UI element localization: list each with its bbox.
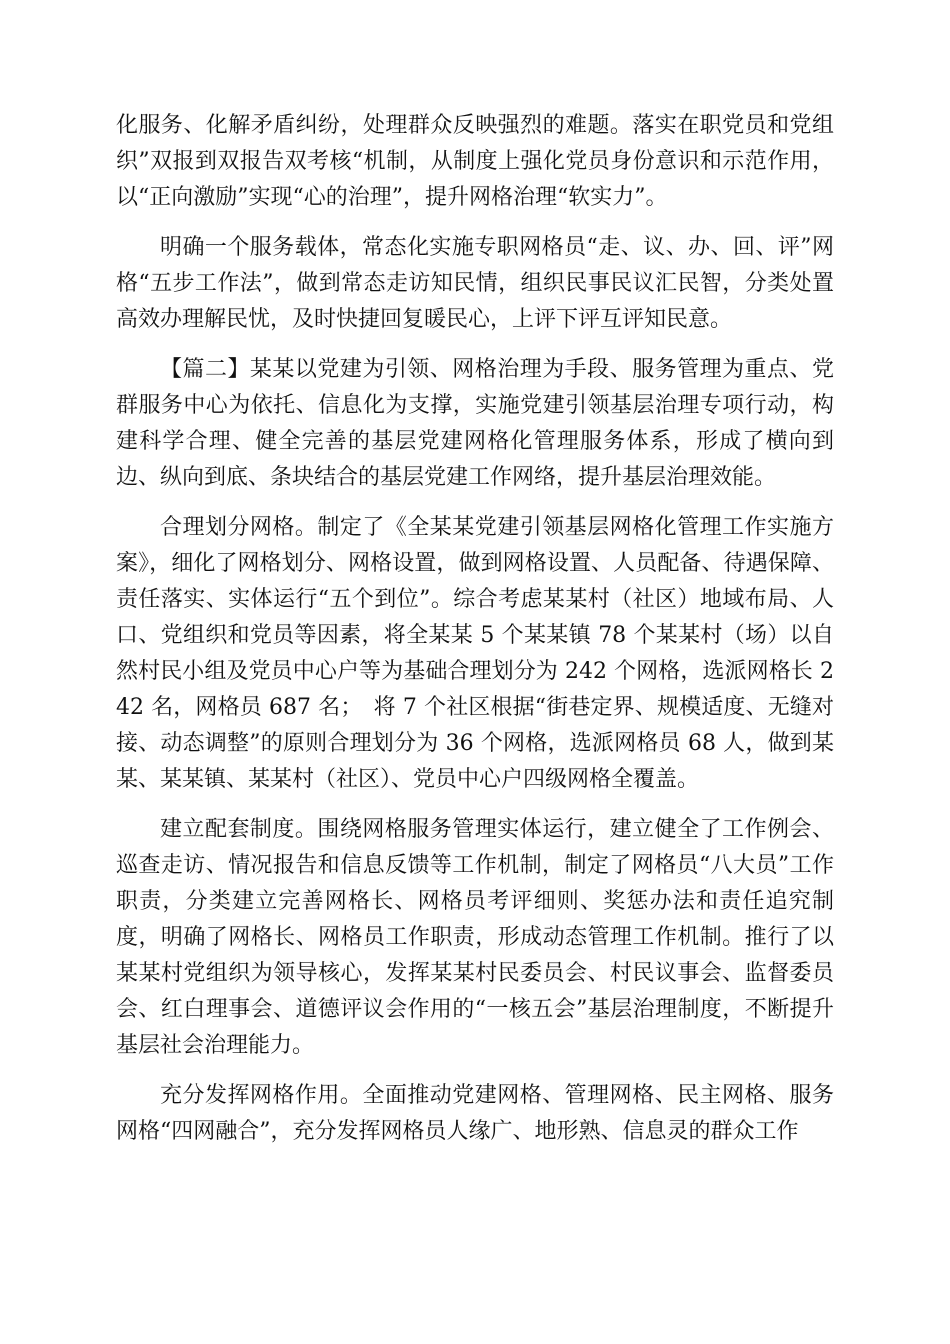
paragraph-grid-role: 充分发挥网格作用。全面推动党建网格、管理网格、民主网格、服务网格“四网融合”，充分发挥网格员人缘广、地形熟、信息灵的群众工作 [116, 1083, 834, 1144]
paragraph-continued: 化服务、化解矛盾纠纷，处理群众反映强烈的难题。落实在职党员和党组织”双报到双报告双考核“机制，从制度上强化党员身份意识和示范作用，以“正向激励”实现“心的治理”，提升网格治理“软实力”。 [116, 113, 834, 210]
paragraph-grid-division: 合理划分网格。制定了《全某某党建引领基层网格化管理工作实施方案》，细化了网格划分、网格设置，做到网格设置、人员配备、待遇保障、责任落实、实体运行“五个到位”。综合考虑某某村（社区）地域布局、人口、党组织和党员等因素，将全某某 5 个某某镇 78 个某某村（场）以自然村民小组及党员中心户等为基础合理划分为 242 个网格，选派网格长 242 名，网格员 687 名； 将 7 个社区根据“街巷定界、规模适度、无缝对接、动态调整”的原则合理划分为 36 个网格，选派网格员 68 人，做到某某、某某镇、某某村（社区）、党员中心户四级网格全覆盖。 [116, 515, 834, 792]
paragraph-part-two-intro: 【篇二】某某以党建为引领、网格治理为手段、服务管理为重点、党群服务中心为依托、信息化为支撑，实施党建引领基层治理专项行动，构建科学合理、健全完善的基层党建网格化管理服务体系，形成了横向到边、纵向到底、条块结合的基层党建工作网络，提升基层治理效能。 [116, 357, 834, 490]
paragraph-service-carrier: 明确一个服务载体，常态化实施专职网格员“走、议、办、回、评”网格“五步工作法”，做到常态走访知民情，组织民事民议汇民智，分类处置高效办理解民忧，及时快捷回复暖民心，上评下评互评知民意。 [116, 235, 834, 332]
paragraph-supporting-system: 建立配套制度。围绕网格服务管理实体运行，建立健全了工作例会、巡查走访、情况报告和信息反馈等工作机制，制定了网格员“八大员”工作职责，分类建立完善网格长、网格员考评细则、奖惩办法和责任追究制度，明确了网格长、网格员工作职责，形成动态管理工作机制。推行了以某某村党组织为领导核心，发挥某某村民委员会、村民议事会、监督委员会、红白理事会、道德评议会作用的“一核五会”基层治理制度，不断提升基层社会治理能力。 [116, 817, 834, 1058]
document-body [116, 108, 834, 1164]
